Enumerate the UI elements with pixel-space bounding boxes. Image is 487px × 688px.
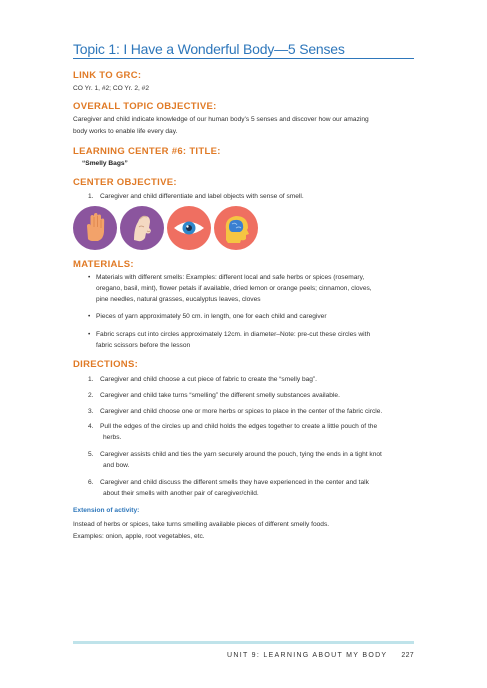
step-text: Pull the edges of the circles up and child holds the edges together to create a little pouch of the xyxy=(100,423,378,430)
step-number: 1. xyxy=(88,376,94,383)
footer-rule xyxy=(73,641,414,644)
step-text: Caregiver and child choose one or more herbs or spices to place in the center of the fabric circle. xyxy=(100,408,383,415)
link-text: CO Yr. 1, #2; CO Yr. 2, #2 xyxy=(73,85,149,92)
bullet: • xyxy=(88,331,91,338)
step-number: 5. xyxy=(88,451,94,458)
objective-line-2: body works to enable life every day. xyxy=(73,128,178,135)
link-heading: LINK TO GRC: xyxy=(73,70,142,81)
materials-item-1-line-1: Materials with different smells: Examples: different local and safe herbs or spices (rosemary, xyxy=(96,274,365,281)
step-number: 2. xyxy=(88,392,94,399)
materials-item-2-line-1: Pieces of yarn approximately 50 cm. in length, one for each child and caregiver xyxy=(96,313,327,320)
extension-heading: Extension of activity: xyxy=(73,507,140,514)
center-objective-heading: CENTER OBJECTIVE: xyxy=(73,177,177,188)
materials-item-1-line-3: pine needles, natural grasses, eucalyptus leaves, cloves xyxy=(96,296,261,303)
objective-line-1: Caregiver and child indicate knowledge of our human body’s 5 senses and discover how our amazing xyxy=(73,116,369,123)
learning-center-heading: LEARNING CENTER #6: TITLE: xyxy=(73,146,221,157)
objective-heading: OVERALL TOPIC OBJECTIVE: xyxy=(73,101,217,112)
step-number: 4. xyxy=(88,423,94,430)
step-text: Caregiver and child choose a cut piece of fabric to create the “smelly bag”. xyxy=(100,376,317,383)
step-text-continued: herbs. xyxy=(103,434,122,441)
directions-heading: DIRECTIONS: xyxy=(73,359,139,370)
step-text-continued: and bow. xyxy=(103,462,130,469)
bullet: • xyxy=(88,274,91,281)
materials-heading: MATERIALS: xyxy=(73,259,134,270)
center-objective-text: Caregiver and child differentiate and label objects with sense of smell. xyxy=(100,193,304,200)
sense-icons xyxy=(73,206,273,252)
extension-line-1: Instead of herbs or spices, take turns smelling available pieces of different smelly foods. xyxy=(73,521,330,528)
step-text: Caregiver and child take turns “smelling” the different smelly substances available. xyxy=(100,392,340,399)
materials-item-3-line-1: Fabric scraps cut into circles approximately 12cm. in diameter–Note: pre-cut these circles with xyxy=(96,331,371,338)
bullet: • xyxy=(88,313,91,320)
eye-icon xyxy=(167,206,211,250)
materials-item-1-line-2: oregano, basil, mint), flower petals if available, dried lemon or orange peels; cinnamon, cloves, xyxy=(96,285,372,292)
materials-item-3-line-2: fabric scissors before the lesson xyxy=(96,342,191,349)
step-text: Caregiver assists child and ties the yarn securely around the pouch, tying the ends in a tight knot xyxy=(100,451,382,458)
step-number: 3. xyxy=(88,408,94,415)
extension-line-2: Examples: onion, apple, root vegetables, etc. xyxy=(73,533,205,540)
nose-icon xyxy=(120,206,164,250)
hand-icon xyxy=(73,206,117,250)
list-item xyxy=(88,272,413,306)
step-text: Caregiver and child discuss the different smells they have experienced in the center and talk xyxy=(100,479,369,486)
brain-icon xyxy=(214,206,258,250)
title-underline xyxy=(73,58,414,59)
learning-center-title: “Smelly Bags” xyxy=(82,160,128,167)
list-number: 1. xyxy=(88,193,94,200)
page-number: 227 xyxy=(401,652,414,659)
step-number: 6. xyxy=(88,479,94,486)
page-title: Topic 1: I Have a Wonderful Body—5 Senses xyxy=(73,41,345,57)
step-text-continued: about their smells with another pair of caregiver/child. xyxy=(103,490,259,497)
footer-unit-title: UNIT 9: LEARNING ABOUT MY BODY xyxy=(227,652,388,659)
page-footer xyxy=(73,652,414,659)
